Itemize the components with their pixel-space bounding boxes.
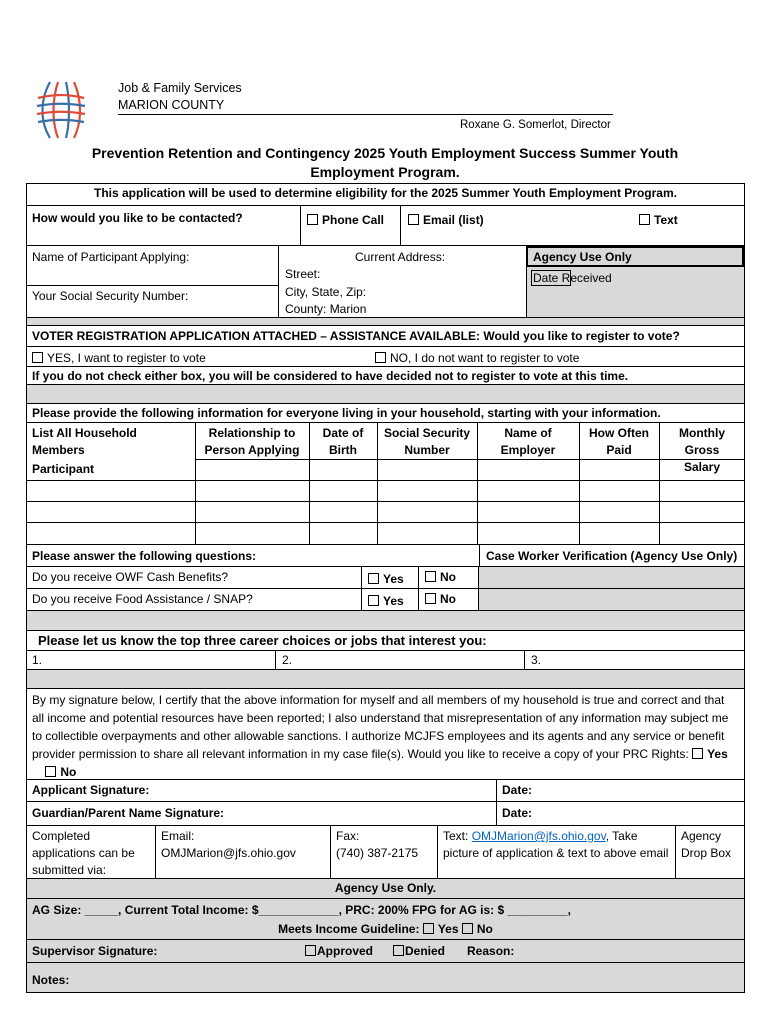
participant-ssn-label: Your Social Security Number: — [32, 289, 189, 303]
text-label: Text — [654, 213, 678, 227]
hh-col-relationship: Relationship to Person Applying — [204, 426, 300, 457]
approved-option[interactable]: Approved — [300, 942, 378, 961]
voter-question: VOTER REGISTRATION APPLICATION ATTACHED – ASSISTANCE AVAILABLE: Would you like to register to vote? — [32, 329, 680, 343]
applicant-date-label: Date: — [502, 783, 533, 797]
contact-question: How would you like to be contacted? — [32, 211, 243, 225]
q-owf-no[interactable]: No — [420, 568, 461, 587]
submit-fax: Fax: (740) 387-2175 — [331, 827, 437, 863]
text-checkbox[interactable] — [639, 214, 650, 225]
q-snap-no[interactable]: No — [420, 590, 461, 609]
submit-text: Text: OMJMarion@jfs.ohio.gov, Take picture of application & text to above email — [443, 829, 669, 860]
notes-label: Notes: — [32, 973, 70, 987]
county-name: MARION COUNTY — [118, 98, 225, 112]
contact-phone-option[interactable] — [302, 211, 389, 230]
hh-col-members: List All Household Members — [32, 426, 137, 457]
verification-cell-1 — [479, 567, 744, 588]
hh-col-dob: Date of Birth — [322, 426, 364, 457]
reason-label: Reason: — [467, 944, 515, 958]
voter-no-checkbox[interactable] — [375, 352, 386, 363]
phone-label: Phone Call — [322, 213, 385, 227]
form-title-line2: Employment Program. — [310, 164, 460, 180]
denied-checkbox[interactable] — [393, 945, 404, 956]
director-name: Roxane G. Somerlot, Director — [460, 119, 611, 131]
submit-fax-number: (740) 387-2175 — [336, 846, 419, 860]
submit-email-address: OMJMarion@jfs.ohio.gov — [161, 846, 296, 860]
hh-col-ssn: Social Security Number — [383, 426, 471, 457]
rights-no-checkbox[interactable] — [45, 766, 56, 777]
form-title-line1: Prevention Retention and Contingency 2025 Youth Employment Success Summer Youth — [91, 145, 679, 161]
agency-use-label: Agency Use Only — [533, 250, 632, 264]
voter-note: If you do not check either box, you will be considered to have decided not to register to vote at this time. — [32, 369, 629, 383]
career-choice-3[interactable]: 3. — [531, 653, 542, 667]
approved-checkbox[interactable] — [305, 945, 316, 956]
owf-no-checkbox[interactable] — [425, 571, 436, 582]
q-owf-yes[interactable]: Yes — [363, 570, 409, 589]
guideline-no-checkbox[interactable] — [462, 923, 473, 934]
address-street[interactable]: Street: — [285, 267, 321, 281]
voter-yes-checkbox[interactable] — [32, 352, 43, 363]
submit-dropbox: Agency Drop Box — [681, 829, 732, 860]
certification-body: By my signature below, I certify that the above information for myself and all members of my household is true and correct and that all income and potential resources have been reported; I also understand that misrepresentation of any information may subject me to collectible overpayments and other allowable sanctions. I authorize MCJFS employees and its agents and any service or benefit provider permission to share all relevant information in my case file(s). Would you like to receive a copy of your PRC Rights: — [32, 693, 729, 761]
voter-no-label: NO, I do not want to register to vote — [390, 351, 580, 365]
submit-text-link[interactable]: OMJMarion@jfs.ohio.gov — [471, 829, 606, 843]
participant-name-label: Name of Participant Applying: — [32, 250, 190, 264]
agency-name: Job & Family Services — [118, 81, 242, 95]
address-county: County: Marion — [285, 302, 367, 316]
certification-text — [27, 690, 743, 782]
supervisor-signature-label: Supervisor Signature: — [32, 944, 158, 958]
rights-yes-checkbox[interactable] — [692, 748, 703, 759]
date-received-label: Date Received — [533, 271, 612, 285]
phone-checkbox[interactable] — [307, 214, 318, 225]
career-header: Please let us know the top three career choices or jobs that interest you: — [38, 633, 487, 648]
voter-yes-label: YES, I want to register to vote — [47, 351, 206, 365]
career-choice-1[interactable]: 1. — [32, 653, 43, 667]
guardian-date-label: Date: — [502, 806, 533, 820]
verification-cell-2 — [479, 589, 744, 610]
career-choice-2[interactable]: 2. — [282, 653, 293, 667]
rights-yes-option[interactable]: Yes — [692, 747, 728, 761]
header-divider — [118, 114, 613, 115]
contact-text-option[interactable] — [634, 211, 683, 230]
rights-no-option[interactable]: No — [45, 765, 76, 779]
guideline-yes-checkbox[interactable] — [423, 923, 434, 934]
hh-row-participant: Participant — [32, 462, 95, 476]
q-snap-yes[interactable]: Yes — [363, 592, 409, 611]
submit-email: Email: OMJMarion@jfs.ohio.gov — [156, 827, 330, 863]
hh-col-frequency: How Often Paid — [589, 426, 649, 457]
intro-text: This application will be used to determine eligibility for the 2025 Summer Youth Employment Program. — [93, 186, 677, 200]
email-checkbox[interactable] — [408, 214, 419, 225]
guardian-signature-label: Guardian/Parent Name Signature: — [32, 806, 225, 820]
income-guideline: Meets Income Guideline: Yes No — [278, 922, 493, 936]
snap-no-checkbox[interactable] — [425, 593, 436, 604]
address-city[interactable]: City, State, Zip: — [285, 285, 367, 299]
agency-use-title: Agency Use Only. — [334, 881, 437, 895]
household-instruction: Please provide the following information for everyone living in your household, starting with your information. — [32, 406, 661, 420]
hh-col-employer: Name of Employer — [500, 426, 556, 457]
agency-ag-line: AG Size: _____, Current Total Income: $____________, PRC: 200% FPG for AG is: $ _________, — [32, 903, 571, 917]
contact-email-option[interactable] — [403, 211, 489, 230]
email-label: Email (list) — [423, 213, 484, 227]
owf-yes-checkbox[interactable] — [368, 573, 379, 584]
verification-header: Case Worker Verification (Agency Use Only) — [486, 549, 738, 563]
applicant-signature-label: Applicant Signature: — [32, 783, 150, 797]
denied-option[interactable]: Denied — [388, 942, 450, 961]
q-owf: Do you receive OWF Cash Benefits? — [32, 570, 229, 584]
submit-label: Completed applications can be submitted via: — [32, 829, 135, 877]
address-label: Current Address: — [355, 250, 446, 264]
snap-yes-checkbox[interactable] — [368, 595, 379, 606]
questions-header: Please answer the following questions: — [32, 549, 257, 563]
agency-logo — [36, 80, 86, 140]
q-snap: Do you receive Food Assistance / SNAP? — [32, 592, 253, 606]
hh-col-salary: Monthly Gross Salary — [679, 426, 725, 474]
